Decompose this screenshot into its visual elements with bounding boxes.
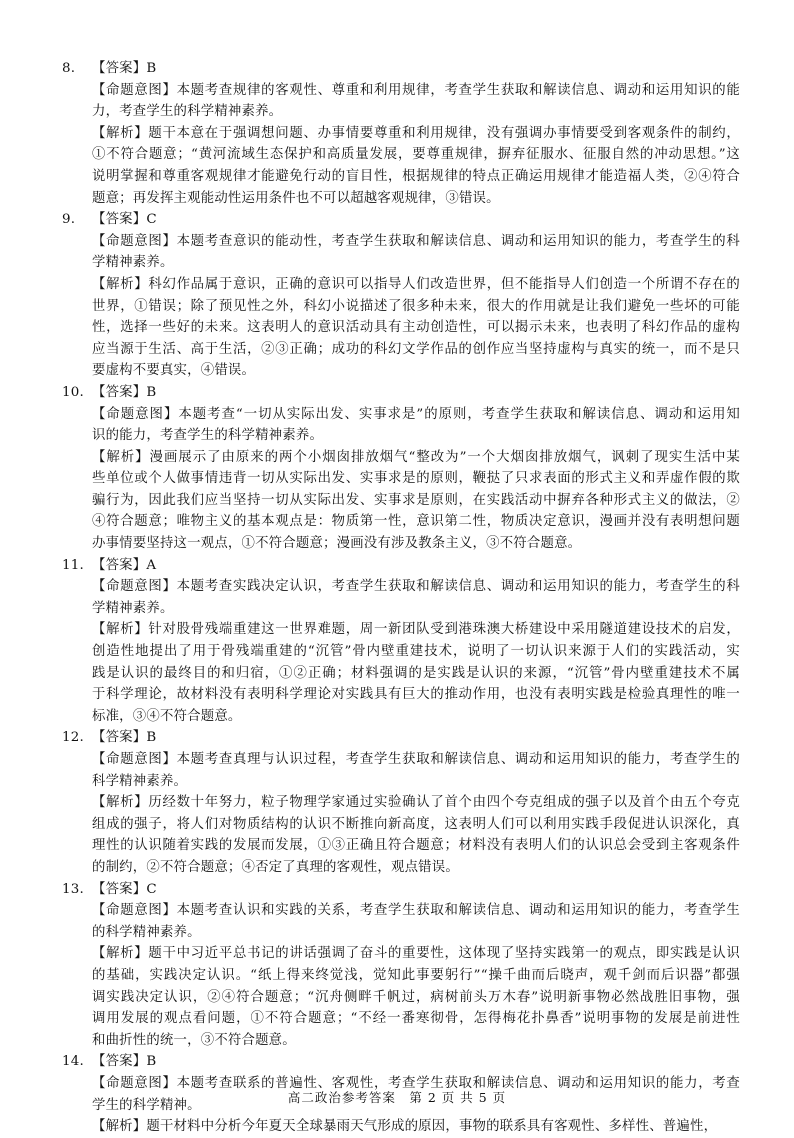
analysis-line: 创造性地提出了用于骨残端重建的“沉管”骨内壁重建技术，说明了一切认识来源于人们的实践活动，实 [92,644,740,660]
answer-line: 【答案】A [92,557,157,573]
page-footer: 高二政治参考答案 第 2 页 共 5 页 [287,1090,507,1105]
answer-line: 【答案】B [92,61,157,76]
intent-line: 力，考查学生的科学精神素养。 [92,104,283,120]
analysis-line: 【解析】题干材料中分析今年夏天全球暴雨天气形成的原因，事物的联系具有客观性、多样性、普遍性， [92,1119,718,1135]
analysis-line: 办事情要坚持这一观点，①不符合题意；漫画没有涉及教条主义，③不符合题意。 [92,536,582,552]
answer-item [62,209,740,382]
intent-line: 学生的科学精神。 [92,1097,201,1113]
analysis-line: 组成的强子，将人们对物质结构的认识不断推向新高度，这表明人们可以利用实践手段促进认识深化，真 [92,816,740,832]
intent-line: 【命题意图】本题考查规律的客观性、尊重和利用规律，考查学生获取和解读信息、调动和运用知识的能 [92,82,740,98]
question-number: 8. [62,61,76,76]
analysis-line: ①不符合题意；“黄河流域生态保护和高质量发展，要尊重规律，摒弃征服水、征服自然的冲动思想。”这 [92,147,740,163]
analysis-line: ④符合题意；唯物主义的基本观点是：物质第一性，意识第二性，物质决定意识，漫画并没有表明想问题 [92,514,740,530]
answer-line: 【答案】B [92,1054,157,1070]
analysis-line: 些单位或个人做事情违背一切从实际出发、实事求是的原则，鞭挞了只求表面的形式主义和弄虚作假的欺 [92,471,740,487]
intent-line: 识的能力，考查学生的科学精神素养。 [92,428,324,444]
intent-line: 的科学精神素养。 [92,924,201,940]
intent-line: 学精神素养。 [92,600,174,616]
analysis-line: 践是认识的最终目的和归宿，①②正确；材料强调的是实践是认识的来源，“沉管”骨内壁重建技术不属 [92,665,740,681]
question-number: 12. [62,730,84,746]
answer-line: 【答案】C [92,212,157,228]
analysis-line: 调实践决定认识，②④符合题意；“沉舟侧畔千帆过，病树前头万木春”说明新事物必然战胜旧事物，强 [92,989,740,1005]
question-number: 13. [62,881,84,897]
question-number: 14. [62,1054,84,1070]
analysis-line: 骗行为，因此我们应当坚持一切从实际出发、实事求是原则，在实践活动中摒弃各种形式主义的做法，② [92,492,740,508]
answer-line: 【答案】C [92,881,157,897]
answer-item [62,879,740,1052]
answer-item [62,58,740,209]
analysis-line: 【解析】题干本意在于强调想问题、办事情要尊重和利用规律，没有强调办事情要受到客观条件的制约， [92,125,740,141]
answer-line: 【答案】B [92,730,157,746]
analysis-line: 理性的认识随着实践的发展而发展，①③正确且符合题意；材料没有表明人们的认识总会受到主客观条件 [92,838,740,854]
intent-line: 【命题意图】本题考查实践决定认识，考查学生获取和解读信息、调动和运用知识的能力，考查学生的科 [92,579,740,595]
intent-line: 科学精神素养。 [92,773,188,789]
analysis-line: 【解析】科幻作品属于意识，正确的意识可以指导人们改造世界，但不能指导人们创造一个所谓不存在的 [92,276,740,292]
analysis-line: 【解析】题干中习近平总书记的讲话强调了奋斗的重要性，这体现了坚持实践第一的观点，即实践是认识 [92,946,740,962]
analysis-line: 【解析】针对股骨残端重建这一世界难题，周一新团队受到港珠澳大桥建设中采用隧道建设技术的启发， [92,622,740,638]
question-number: 10. [62,384,84,400]
analysis-line: 说明掌握和尊重客观规律才能避免行动的盲目性，根据规律的特点正确运用规律才能造福人类，②④符合 [92,168,740,184]
analysis-line: 于科学理论，故材料没有表明科学理论对实践具有巨大的推动作用，也没有表明实践是检验真理性的唯一 [92,687,740,703]
answer-list [62,58,740,1138]
analysis-line: 【解析】历经数十年努力，粒子物理学家通过实验确认了首个由四个夸克组成的强子以及首个由五个夸克 [92,795,740,811]
answer-item [62,555,740,728]
analysis-line: 【解析】漫画展示了由原来的两个小烟囱排放烟气“整改为”一个大烟囱排放烟气，讽刺了现实生活中某 [92,449,740,465]
analysis-line: 题意；再发挥主观能动性运用条件也不可以超越客观规律，③错误。 [92,190,500,206]
analysis-line: 应当源于生活、高于生活，②③正确；成功的科幻文学作品的创作应当坚持虚构与真实的统一，而不是只 [92,341,740,357]
intent-line: 【命题意图】本题考查意识的能动性，考查学生获取和解读信息、调动和运用知识的能力，考查学生的科 [92,233,740,249]
analysis-line: 的基础，实践决定认识。“纸上得来终觉浅，觉知此事要躬行”“操千曲而后晓声，观千剑而后识器”都强 [92,967,740,983]
analysis-line: 和曲折性的统一，③不符合题意。 [92,1032,296,1048]
question-number: 9. [62,212,76,228]
intent-line: 【命题意图】本题考查联系的普遍性、客观性，考查学生获取和解读信息、调动和运用知识的能力，考查 [92,1075,740,1091]
intent-line: 【命题意图】本题考查认识和实践的关系，考查学生获取和解读信息、调动和运用知识的能力，考查学生 [92,903,740,919]
analysis-line: 世界，①错误；除了预见性之外，科幻小说描述了很多种未来，很大的作用就是让我们避免一些坏的可能 [92,298,740,314]
analysis-line: 性，选择一些好的未来。这表明人的意识活动具有主动创造性，可以揭示未来，也表明了科幻作品的虚构 [92,320,740,336]
answer-line: 【答案】B [92,384,157,400]
answer-item [62,727,740,878]
analysis-line: 标准，③④不符合题意。 [92,708,242,724]
analysis-line: 的制约，②不符合题意；④否定了真理的客观性，观点错误。 [92,859,459,875]
question-number: 11. [62,557,84,573]
intent-line: 学精神素养。 [92,255,174,271]
intent-line: 【命题意图】本题考查“一切从实际出发、实事求是”的原则，考查学生获取和解读信息、调动和运用知 [92,406,740,422]
answer-item [62,382,740,555]
analysis-line: 要虚构不要真实，④错误。 [92,363,256,379]
intent-line: 【命题意图】本题考查真理与认识过程，考查学生获取和解读信息、调动和运用知识的能力，考查学生的 [92,752,740,767]
analysis-line: 调用发展的观点看问题，①不符合题意；“不经一番寒彻骨，怎得梅花扑鼻香”说明事物的发展是前进性 [92,1011,740,1027]
